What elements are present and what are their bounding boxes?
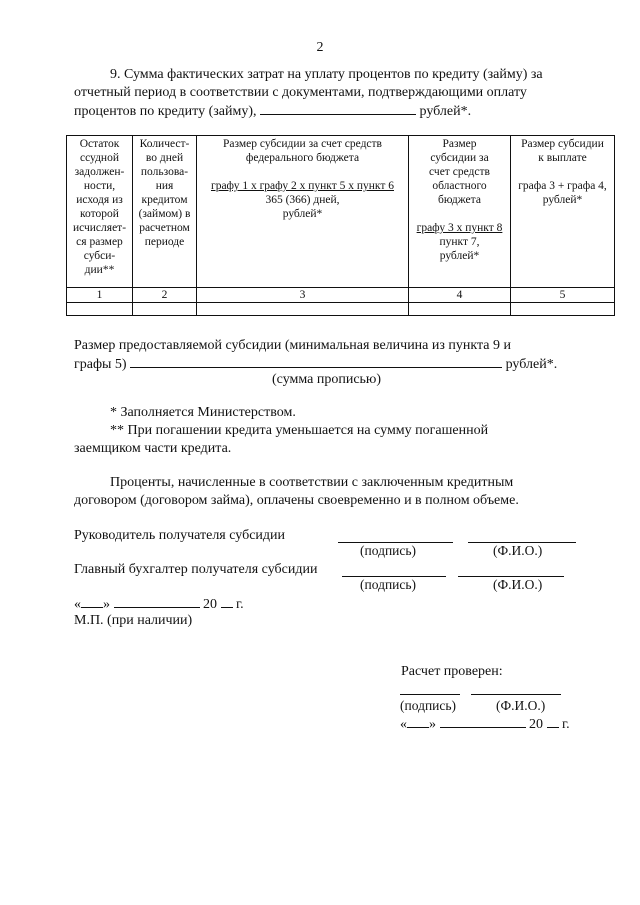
col-number: 5 bbox=[511, 288, 615, 303]
year-blank[interactable] bbox=[221, 595, 233, 608]
col1-header-line: ности, bbox=[83, 180, 116, 192]
col2-header-line: (займом) в bbox=[138, 208, 191, 220]
col4-title-line: счет средств bbox=[429, 166, 490, 178]
col2-header-line: периоде bbox=[144, 236, 185, 248]
year-prefix: 20 bbox=[529, 717, 543, 732]
head-signature-caption: (подпись) bbox=[360, 543, 417, 558]
col3-rest-line: рублей* bbox=[282, 208, 323, 220]
item9-line3-prefix: процентов по кредиту (займу), bbox=[74, 104, 257, 119]
date-close-quote: » bbox=[429, 717, 436, 732]
table-cell[interactable] bbox=[67, 303, 133, 316]
header-col4 bbox=[409, 136, 511, 288]
verification-name-line[interactable] bbox=[471, 694, 561, 695]
amount-in-words-caption: (сумма прописью) bbox=[272, 372, 382, 387]
verification-signature-line[interactable] bbox=[400, 694, 460, 695]
subsidy-line2-suffix: рублей*. bbox=[505, 357, 558, 372]
year-prefix: 20 bbox=[203, 597, 217, 612]
col5-rest-line: графа 3 + графа 4, bbox=[518, 180, 607, 192]
date-close-quote: » bbox=[103, 597, 110, 612]
col1-header-line: Остаток bbox=[79, 138, 120, 150]
table-data-row bbox=[67, 303, 615, 316]
item9-line1: 9. Сумма фактических затрат на уплату процентов по кредиту (займу) за bbox=[110, 67, 543, 82]
note-repayment bbox=[74, 422, 590, 458]
header-col3 bbox=[197, 136, 409, 288]
col5-title-line: Размер субсидии bbox=[521, 138, 604, 150]
subsidy-line2-prefix: графы 5) bbox=[74, 357, 127, 372]
verification-title: Расчет проверен: bbox=[401, 664, 503, 679]
col1-header-line: дии** bbox=[84, 264, 115, 276]
col-number: 2 bbox=[133, 288, 197, 303]
header-col2 bbox=[133, 136, 197, 288]
table-cell[interactable] bbox=[133, 303, 197, 316]
accountant-name-caption: (Ф.И.О.) bbox=[493, 577, 543, 592]
col-number: 4 bbox=[409, 288, 511, 303]
col2-header-line: кредитом bbox=[141, 194, 188, 206]
col2-header-line: пользова- bbox=[140, 166, 189, 178]
accountant-signature-caption: (подпись) bbox=[360, 577, 417, 592]
day-blank[interactable] bbox=[407, 715, 429, 728]
table-cell[interactable] bbox=[197, 303, 409, 316]
note-repayment-line1: ** При погашении кредита уменьшается на сумму погашенной bbox=[110, 423, 489, 438]
item9-amount-blank bbox=[260, 102, 416, 115]
col3-rest-line: 365 (366) дней, bbox=[265, 194, 340, 206]
month-blank[interactable] bbox=[440, 715, 526, 728]
verification-signature-caption: (подпись) bbox=[400, 698, 457, 713]
date-open-quote: « bbox=[400, 717, 407, 732]
note-repayment-line2: заемщиком части кредита. bbox=[74, 441, 232, 456]
col1-header-line: субси- bbox=[83, 250, 116, 262]
accountant-label: Главный бухгалтер получателя субсидии bbox=[74, 562, 318, 577]
col1-header-line: исчисляет- bbox=[72, 222, 127, 234]
col3-formula: графу 1 х графу 2 х пункт 5 х пункт 6 bbox=[210, 180, 394, 192]
col4-formula: графу 3 х пункт 8 bbox=[416, 222, 503, 234]
statement-line1: Проценты, начисленные в соответствии с заключенным кредитным bbox=[110, 475, 514, 490]
statement-line2: договором (договором займа), оплачены своевременно и в полном объеме. bbox=[74, 493, 519, 508]
item9-paragraph bbox=[74, 66, 614, 121]
col2-header-line: Количест- bbox=[139, 138, 190, 150]
col4-rest-line: пункт 7, bbox=[439, 236, 480, 248]
year-blank[interactable] bbox=[547, 715, 559, 728]
col4-title-line: Размер bbox=[442, 138, 477, 150]
note-ministry: * Заполняется Министерством. bbox=[110, 405, 296, 420]
subsidy-table bbox=[66, 135, 615, 316]
seal-label: М.П. (при наличии) bbox=[74, 613, 193, 628]
col4-rest-line: рублей* bbox=[439, 250, 480, 262]
table-number-row bbox=[67, 288, 615, 303]
verification-date bbox=[400, 715, 570, 734]
col1-header-line: ся размер bbox=[76, 236, 123, 248]
col1-header-line: которой bbox=[80, 208, 119, 220]
col4-title-line: областного bbox=[432, 180, 487, 192]
col-number: 3 bbox=[197, 288, 409, 303]
col2-header-line: ния bbox=[155, 180, 174, 192]
col2-header-line: расчетном bbox=[139, 222, 190, 234]
subsidy-paragraph bbox=[74, 337, 614, 374]
col4-title-line: бюджета bbox=[438, 194, 481, 206]
table-cell[interactable] bbox=[409, 303, 511, 316]
header-col1 bbox=[67, 136, 133, 288]
day-blank[interactable] bbox=[81, 595, 103, 608]
month-blank[interactable] bbox=[114, 595, 200, 608]
date-open-quote: « bbox=[74, 597, 81, 612]
year-suffix: г. bbox=[236, 597, 244, 612]
col5-title-line: к выплате bbox=[538, 152, 587, 164]
item9-line3 bbox=[74, 102, 614, 121]
col1-header-line: задолжен- bbox=[74, 166, 125, 178]
year-suffix: г. bbox=[562, 717, 570, 732]
col-number: 1 bbox=[67, 288, 133, 303]
subsidy-amount-blank bbox=[130, 355, 502, 368]
col2-header-line: во дней bbox=[145, 152, 184, 164]
col3-title-line: Размер субсидии за счет средств bbox=[223, 138, 382, 150]
col1-header-line: ссудной bbox=[80, 152, 119, 164]
item9-line2: отчетный период в соответствии с документами, подтверждающими оплату bbox=[74, 85, 527, 100]
table-cell[interactable] bbox=[511, 303, 615, 316]
verification-name-caption: (Ф.И.О.) bbox=[496, 698, 546, 713]
col4-title-line: субсидии за bbox=[430, 152, 489, 164]
table-header-row bbox=[67, 136, 615, 288]
header-col5 bbox=[511, 136, 615, 288]
head-label: Руководитель получателя субсидии bbox=[74, 528, 286, 543]
subsidy-line1: Размер предоставляемой субсидии (минимальная величина из пункта 9 и bbox=[74, 338, 512, 353]
head-name-caption: (Ф.И.О.) bbox=[493, 543, 543, 558]
page-number: 2 bbox=[316, 40, 324, 55]
col5-rest-line: рублей* bbox=[542, 194, 583, 206]
col3-title-line: федерального бюджета bbox=[245, 152, 360, 164]
item9-line3-suffix: рублей*. bbox=[419, 104, 472, 119]
interest-statement bbox=[74, 474, 590, 510]
col1-header-line: исходя из bbox=[76, 194, 123, 206]
